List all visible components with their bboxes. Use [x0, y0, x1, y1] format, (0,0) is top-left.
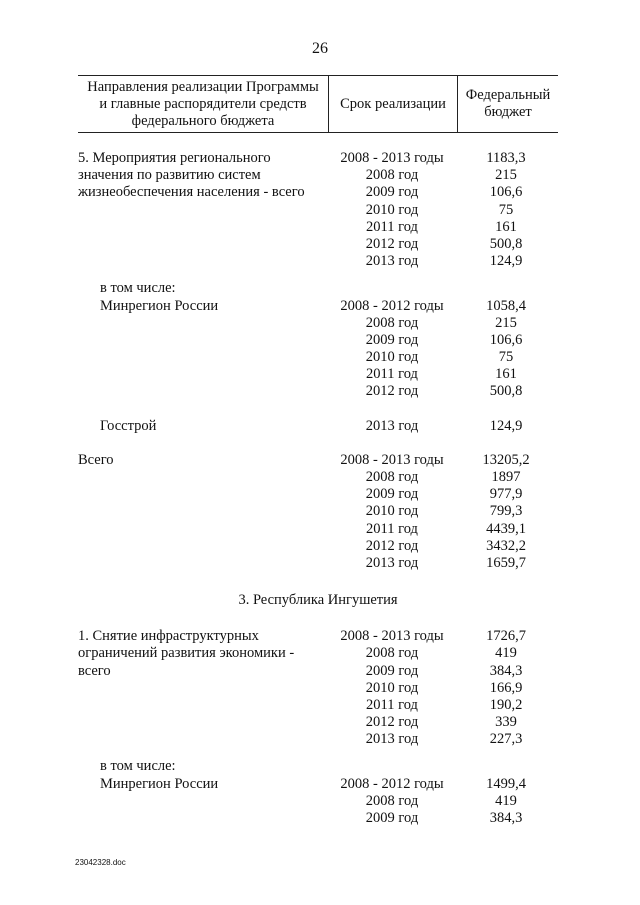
row-period: 2012 год [365, 383, 419, 400]
row-period: 2009 год [365, 331, 419, 348]
table-row [78, 663, 558, 680]
row-period: 2008 год [365, 167, 419, 184]
header-period: Срок реализации [329, 76, 458, 132]
row-value: 106,6 [489, 331, 523, 348]
table-row [78, 150, 558, 167]
row-value: 161 [495, 366, 517, 383]
row-value: 339 [495, 714, 517, 731]
row-value: 500,8 [489, 383, 523, 400]
table-row [78, 418, 558, 435]
table-row [78, 452, 558, 469]
row-value: 124,9 [489, 253, 523, 270]
row-period: 2010 год [365, 201, 419, 218]
row-label: Минрегион России [100, 297, 219, 314]
row-value: 1659,7 [486, 554, 526, 571]
table-row [78, 167, 558, 184]
table-row [78, 758, 558, 775]
row-label: в том числе: [100, 280, 176, 297]
row-value: 1183,3 [486, 150, 526, 166]
table-body [78, 133, 558, 827]
row-period: 2009 год [365, 662, 419, 679]
row-value: 75 [498, 349, 514, 366]
row-period: 2011 год [366, 696, 418, 713]
row-period: 2010 год [365, 503, 419, 520]
row-value: 419 [495, 792, 517, 809]
row-period: 2013 год [365, 554, 419, 571]
row-period: 2008 год [365, 645, 419, 662]
row-period: 2010 год [365, 349, 419, 366]
table-row [78, 349, 558, 366]
table-row [78, 645, 558, 662]
table-row [78, 776, 558, 793]
header-federal-budget [458, 76, 558, 132]
row-period: 2009 год [365, 486, 419, 503]
header-directions-line: Направления реализации Программы [87, 78, 319, 95]
row-label: в том числе: [100, 758, 176, 775]
table-row [78, 810, 558, 827]
row-value: 161 [495, 218, 517, 235]
row-period: 2008 - 2012 годы [340, 775, 444, 792]
table-row [78, 469, 558, 486]
row-period: 2012 год [365, 537, 419, 554]
header-budget-line: Федеральный [465, 87, 551, 103]
row-value: 384,3 [489, 810, 523, 826]
row-value: 384,3 [489, 662, 523, 679]
row-period: 2008 - 2012 годы [340, 297, 444, 314]
budget-table [78, 75, 558, 827]
table-row [78, 366, 558, 383]
row-value: 4439,1 [486, 520, 526, 537]
row-value: 1726,7 [486, 628, 526, 645]
table-row [78, 315, 558, 332]
header-budget-line: бюджет [484, 104, 532, 120]
row-period: 2008 - 2013 годы [340, 451, 444, 468]
row-value: 227,3 [489, 731, 523, 748]
table-row [78, 332, 558, 349]
row-label: Госстрой [100, 417, 157, 434]
row-value: 13205,2 [482, 451, 530, 468]
table-row [78, 628, 558, 645]
row-period: 2013 год [365, 731, 419, 748]
row-period: 2012 год [365, 714, 419, 731]
row-period: 2008 - 2013 годы [340, 628, 444, 645]
row-label: значения по развитию систем [78, 167, 261, 184]
header-directions [78, 76, 329, 132]
header-directions-line: федерального бюджета [131, 112, 275, 129]
row-label: жизнеобеспечения населения - всего [78, 184, 305, 201]
table-row [78, 503, 558, 520]
row-value: 75 [498, 201, 514, 218]
row-label: всего [78, 662, 111, 679]
table-row [78, 184, 558, 201]
row-period: 2008 - 2013 годы [340, 150, 444, 166]
row-label: Всего [78, 451, 114, 468]
table-row [78, 680, 558, 697]
row-value: 977,9 [489, 486, 523, 503]
page-number: 26 [312, 40, 328, 57]
row-period: 2011 год [366, 366, 418, 383]
table-row [78, 697, 558, 714]
table-row [78, 793, 558, 810]
table-row [78, 202, 558, 219]
table-row [78, 714, 558, 731]
file-name-footer: 23042328.doc [75, 858, 126, 867]
row-value: 215 [495, 314, 517, 331]
table-row [78, 486, 558, 503]
table-row [78, 731, 558, 748]
row-value: 215 [495, 167, 517, 184]
row-label: Минрегион России [100, 775, 219, 792]
row-value: 1058,4 [486, 297, 526, 314]
row-value: 1499,4 [486, 775, 526, 792]
row-value: 166,9 [489, 679, 523, 696]
row-period: 2008 год [365, 314, 419, 331]
header-directions-line: и главные распорядители средств [99, 95, 307, 112]
row-value: 3432,2 [486, 537, 526, 554]
row-period: 2011 год [366, 218, 418, 235]
table-row [78, 383, 558, 400]
row-period: 2013 год [365, 417, 419, 434]
row-value: 106,6 [489, 184, 523, 201]
row-period: 2012 год [365, 235, 419, 252]
table-row [78, 521, 558, 538]
row-label: 5. Мероприятия регионального [78, 150, 271, 166]
table-row [78, 555, 558, 572]
row-value: 799,3 [489, 503, 523, 520]
row-period: 2009 год [365, 810, 419, 826]
row-value: 190,2 [489, 696, 523, 713]
row-value: 124,9 [489, 417, 523, 434]
row-period: 2011 год [366, 520, 418, 537]
table-header [78, 75, 558, 133]
row-value: 1897 [491, 469, 521, 485]
row-period: 2008 год [365, 469, 419, 485]
table-row [78, 253, 558, 270]
row-period: 2008 год [365, 792, 419, 809]
row-period: 2010 год [365, 679, 419, 696]
table-row [78, 236, 558, 253]
row-period: 2009 год [365, 184, 419, 201]
row-value: 419 [495, 645, 517, 662]
table-row [78, 298, 558, 315]
table-row [78, 219, 558, 236]
row-value: 500,8 [489, 235, 523, 252]
row-period: 2013 год [365, 253, 419, 270]
section-title: 3. Республика Ингушетия [238, 592, 398, 609]
table-row [78, 280, 558, 297]
row-label: 1. Снятие инфраструктурных [78, 628, 259, 645]
row-label: ограничений развития экономики - [78, 645, 295, 662]
table-row [78, 538, 558, 555]
